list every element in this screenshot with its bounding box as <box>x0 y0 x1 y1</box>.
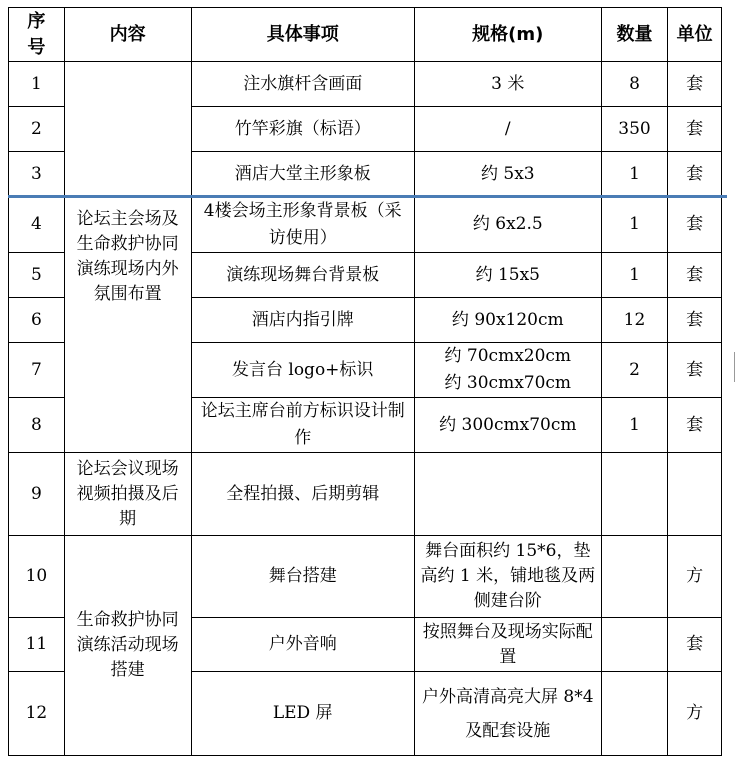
row-no: 12 <box>9 672 65 756</box>
row-unit: 套 <box>668 618 722 672</box>
row-spec: 约 70cmx20cm 约 30cmx70cm <box>414 343 601 398</box>
table-row <box>9 453 722 536</box>
row-unit: 套 <box>668 398 722 453</box>
row-spec: 约 6x2.5 <box>414 197 601 253</box>
row-unit: 套 <box>668 343 722 398</box>
header-qty: 数量 <box>601 8 668 62</box>
row-qty: 1 <box>601 197 668 253</box>
row-spec: 约 300cmx70cm <box>414 398 601 453</box>
row-no: 7 <box>9 343 65 398</box>
row-item: 发言台 logo+标识 <box>191 343 414 398</box>
row-spec: 按照舞台及现场实际配置 <box>414 618 601 672</box>
row-unit: 套 <box>668 107 722 152</box>
row-qty: 8 <box>601 62 668 107</box>
procurement-table <box>8 7 722 756</box>
row-item: LED 屏 <box>191 672 414 756</box>
row-spec: / <box>414 107 601 152</box>
row-unit: 套 <box>668 298 722 343</box>
row-qty <box>601 618 668 672</box>
header-row <box>9 8 722 62</box>
row-unit: 套 <box>668 253 722 298</box>
row-spec <box>414 453 601 536</box>
row-spec: 3 米 <box>414 62 601 107</box>
row-item: 酒店大堂主形象板 <box>191 152 414 197</box>
row-spec: 舞台面积约 15*6，垫高约 1 米，铺地毯及两侧建台阶 <box>414 536 601 618</box>
row-no: 10 <box>9 536 65 618</box>
group-content: 论坛主会场及生命救护协同演练现场内外氛围布置 <box>64 62 191 453</box>
row-qty: 1 <box>601 152 668 197</box>
row-item: 注水旗杆含画面 <box>191 62 414 107</box>
row-unit: 方 <box>668 672 722 756</box>
row-qty: 12 <box>601 298 668 343</box>
header-unit: 单位 <box>668 8 722 62</box>
row-unit: 套 <box>668 152 722 197</box>
row-item: 户外音响 <box>191 618 414 672</box>
table-row <box>9 536 722 618</box>
page-break-line <box>8 195 727 198</box>
row-spec: 约 90x120cm <box>414 298 601 343</box>
row-unit <box>668 453 722 536</box>
header-item: 具体事项 <box>191 8 414 62</box>
row-spec: 约 15x5 <box>414 253 601 298</box>
row-spec: 约 5x3 <box>414 152 601 197</box>
row-qty: 2 <box>601 343 668 398</box>
row-no: 4 <box>9 197 65 253</box>
row-no: 1 <box>9 62 65 107</box>
margin-marker <box>734 352 739 382</box>
row-unit: 套 <box>668 197 722 253</box>
row-no: 2 <box>9 107 65 152</box>
row-item: 全程拍摄、后期剪辑 <box>191 453 414 536</box>
group-content: 论坛会议现场视频拍摄及后期 <box>64 453 191 536</box>
row-unit: 方 <box>668 536 722 618</box>
row-qty: 350 <box>601 107 668 152</box>
row-item: 舞台搭建 <box>191 536 414 618</box>
row-no: 9 <box>9 453 65 536</box>
row-item: 论坛主席台前方标识设计制作 <box>191 398 414 453</box>
row-no: 3 <box>9 152 65 197</box>
row-qty: 1 <box>601 253 668 298</box>
row-unit: 套 <box>668 62 722 107</box>
row-no: 5 <box>9 253 65 298</box>
row-item: 4楼会场主形象背景板（采访使用） <box>191 197 414 253</box>
row-item: 竹竿彩旗（标语） <box>191 107 414 152</box>
row-qty: 1 <box>601 398 668 453</box>
group-content: 生命救护协同演练活动现场搭建 <box>64 536 191 756</box>
row-qty <box>601 672 668 756</box>
row-qty <box>601 536 668 618</box>
row-spec: 户外高清高亮大屏 8*4 及配套设施 <box>414 672 601 756</box>
header-spec: 规格(m) <box>414 8 601 62</box>
header-no: 序 号 <box>9 8 65 62</box>
row-no: 8 <box>9 398 65 453</box>
row-item: 酒店内指引牌 <box>191 298 414 343</box>
table-row <box>9 62 722 107</box>
header-content: 内容 <box>64 8 191 62</box>
row-item: 演练现场舞台背景板 <box>191 253 414 298</box>
row-no: 11 <box>9 618 65 672</box>
row-no: 6 <box>9 298 65 343</box>
row-qty <box>601 453 668 536</box>
